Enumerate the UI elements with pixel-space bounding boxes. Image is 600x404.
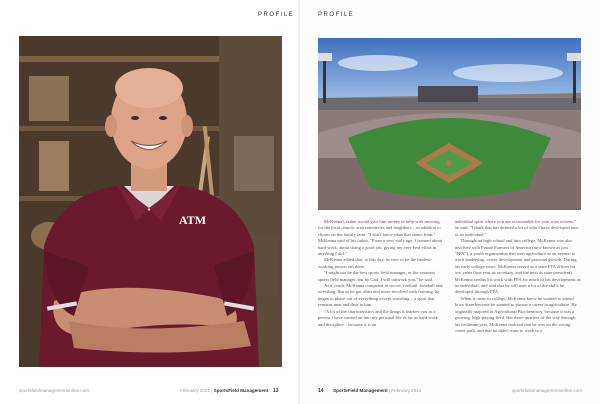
paragraph: "A lot of the characteristics and the things it teaches you as a person I have carried on into my personal life as far as hard work and discipline – because it is an (318, 308, 438, 327)
portrait-photo (19, 36, 282, 367)
article-column-1 (318, 219, 445, 379)
paragraph: McKenna's father would give him money to help with mowing for the local church, area cemeteries and neighbors – in addition to chores on the family farm. "I don't know what that stems from," McKenna said of his father. "From a very early age, I learned about hard work, about doing a good job, giving my very best effort in anything I did." (318, 219, 443, 257)
footer-url: sportsfieldmanagementonline.com (19, 388, 89, 393)
footer-issue (180, 388, 268, 393)
footer-issue-date: February 2021 | (180, 388, 213, 393)
article-body (318, 219, 581, 379)
article-column-2 (455, 219, 582, 379)
footer-magazine: SportsField Management (213, 388, 269, 393)
paragraph: When it came to college, McKenna knew he wanted to attend Iowa State because he wanted to pursue a career in agriculture. He originally majored in Agricultural Biochemistry, because it was a growing, high-paying field. But three-quarters of the way through his freshman year, McKenna realized that he was on the wrong career path, and that he didn't want to work in a (454, 295, 577, 333)
page-number: 14 (318, 388, 324, 394)
footer-url: sportsfieldmanagementonline.com (512, 388, 582, 393)
paragraph: McKenna added that, to this day, he tries to be the hardest-working person out there. (318, 257, 433, 269)
section-label: PROFILE (318, 12, 355, 18)
paragraph: individual sport where you are accountable for your own actions," he said. "I think that has defined a lot of who I have developed into as an individual." (454, 219, 578, 237)
portrait-illustration (19, 36, 282, 367)
shirt-logo: ATM (179, 213, 207, 227)
stadium-illustration (318, 38, 581, 210)
footer-issue-date: | February 2021 (388, 388, 422, 393)
paragraph: As a youth, McKenna competed in soccer, football, baseball and wrestling. But as he got older and more involved with farming, he began to phase out of everything except wrestling – a sport that remains near and dear to him. (318, 283, 443, 308)
footer-magazine: SportsField Management (333, 388, 388, 393)
page-number: 13 (273, 388, 279, 394)
paragraph: Throughout high school and into college, McKenna was also involved with Future Farmers of America (now known as just "FFA"), a youth organization that uses agriculture as an avenue to teach leadership, career development and personal growth. During his early college years, McKenna served as a state FFA officer for two years (one year as secretary, and the next as state president). McKenna credits his work with FFA for much of his development as an individual, and said that he still uses a lot of the skills he developed through FFA. (454, 238, 581, 295)
right-page (300, 0, 600, 404)
stadium-photo (318, 38, 581, 210)
footer-issue (333, 388, 421, 393)
paragraph: "I might not be the best sports field manager, or the smartest sports field manager, but by God, I will outwork you," he said. (318, 270, 435, 282)
section-label: PROFILE (258, 12, 295, 18)
